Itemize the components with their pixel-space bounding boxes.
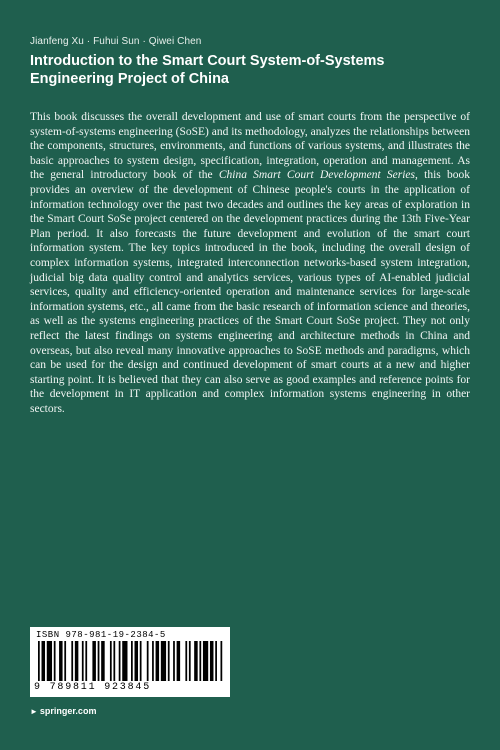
book-title: Introduction to the Smart Court System-of-Systems Engineering Project of China xyxy=(30,53,385,87)
book-description xyxy=(30,110,470,416)
isbn-barcode xyxy=(30,627,230,697)
barcode-bars-icon xyxy=(38,641,224,681)
barcode-digits: 9 789811 923845 xyxy=(34,682,152,693)
publisher-url[interactable] xyxy=(30,706,96,716)
series-name: China Smart Court Development Series xyxy=(218,169,416,182)
isbn-label: ISBN 978-981-19-2384-5 xyxy=(36,630,166,640)
description-part-1: This book discusses the overall development and use of smart courts from the perspective of system-of-systems engineering (SoSE) and its methodology, analyzes the relationships between the components, structures, environments, and functions of various systems, and illustrates the basic approaches to system design, specification, integration, operation and management. As the general introductory book of the xyxy=(30,111,470,182)
publisher-url-text: springer.com xyxy=(39,706,97,716)
author-list: Jianfeng Xu · Fuhui Sun · Qiwei Chen xyxy=(30,36,202,47)
description-part-2: , this book provides an overview of the development of Chinese people's courts in the application of information technology over the past two decades and outlines the key areas of exploration in the Smart Court SoSe project centered on the development practices during the 13th Five-Year Plan period. It also forecasts the future development and evolution of the smart court information system. The key topics introduced in the book, including the overall design of complex information systems, integrated interconnection networks-based system integration, judicial big data quality control and analytics services, various types of AI-enabled judicial services, quality and efficiency-oriented operation and maintenance services for large-scale information systems, etc., all came from the basic research of information science and theories, as well as the systems engineering practices of the Smart Court SoSe project. They not only reflect the latest findings on systems engineering and architecture methods in China and overseas, but also reveal many innovative approaches to SoSE methods and paradigms, which can be used for the design and continued development of smart courts at a new and higher starting point. It is believed that they can also serve as good examples and reference points for the development in IT application and complex information systems engineering in other sectors. xyxy=(30,169,470,415)
arrow-right-icon: ► xyxy=(30,707,38,716)
